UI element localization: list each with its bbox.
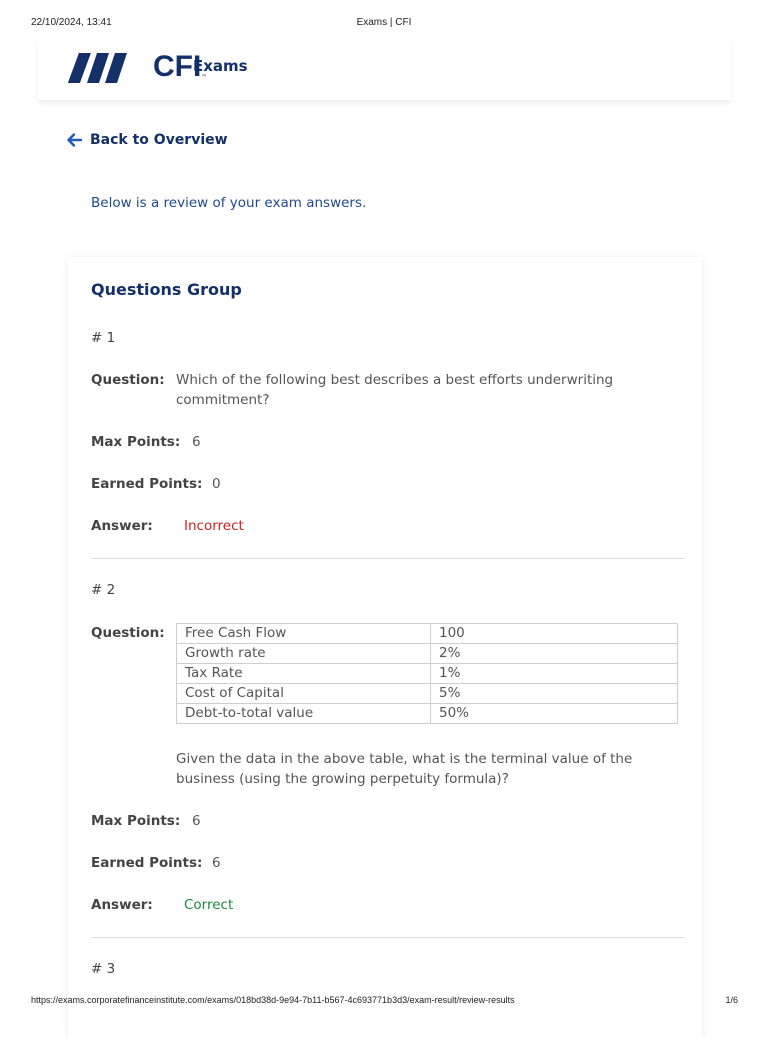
table-cell-value: 100 xyxy=(431,624,678,644)
max-points-label: Max Points: xyxy=(91,813,181,829)
question-row xyxy=(91,372,165,388)
table-cell-value: 2% xyxy=(431,644,678,664)
table-cell-label: Cost of Capital xyxy=(177,684,431,704)
question-label: Question: xyxy=(91,625,165,641)
print-footer xyxy=(0,995,768,1009)
page-title: Exams xyxy=(193,57,248,75)
answer-label: Answer: xyxy=(91,897,153,913)
questions-group-card xyxy=(68,257,702,1037)
table-cell-value: 5% xyxy=(431,684,678,704)
cfi-logo-mark-icon xyxy=(67,51,153,85)
answer-row xyxy=(91,518,244,534)
max-points-value: 6 xyxy=(192,813,201,829)
earned-points-label: Earned Points: xyxy=(91,855,203,871)
table-row xyxy=(177,704,678,724)
earned-points-row xyxy=(91,476,221,492)
question-number: # 1 xyxy=(91,330,116,346)
print-page-number: 1/6 xyxy=(725,995,738,1005)
cfi-logo[interactable] xyxy=(67,50,207,85)
question-label: Question: xyxy=(91,372,165,388)
back-link-label: Back to Overview xyxy=(90,132,228,148)
table-row xyxy=(177,684,678,704)
question-data-table xyxy=(176,623,678,724)
divider xyxy=(91,558,685,559)
table-cell-label: Debt-to-total value xyxy=(177,704,431,724)
question-text: Given the data in the above table, what is the terminal value of the business (using the growing perpetuity formula)? xyxy=(176,751,633,787)
questions-group-title: Questions Group xyxy=(91,280,242,299)
max-points-row xyxy=(91,813,201,829)
answer-row xyxy=(91,897,234,913)
max-points-row xyxy=(91,434,201,450)
earned-points-label: Earned Points: xyxy=(91,476,203,492)
question-text: Which of the following best describes a best efforts underwriting commitment? xyxy=(176,372,614,408)
logo-trademark: ™ xyxy=(201,74,207,81)
table-row xyxy=(177,664,678,684)
table-row xyxy=(177,644,678,664)
table-cell-label: Free Cash Flow xyxy=(177,624,431,644)
earned-points-row xyxy=(91,855,221,871)
earned-points-value: 0 xyxy=(212,476,221,492)
table-cell-label: Tax Rate xyxy=(177,664,431,684)
earned-points-value: 6 xyxy=(212,855,221,871)
back-to-overview-link[interactable] xyxy=(66,130,228,150)
max-points-label: Max Points: xyxy=(91,434,181,450)
question-row xyxy=(91,625,165,641)
table-row xyxy=(177,624,678,644)
divider xyxy=(91,937,685,938)
site-header xyxy=(38,38,731,101)
question-number: # 2 xyxy=(91,582,116,598)
arrow-left-icon xyxy=(66,132,83,148)
answer-status-correct: Correct xyxy=(184,897,234,913)
answer-status-incorrect: Incorrect xyxy=(184,518,244,534)
table-cell-label: Growth rate xyxy=(177,644,431,664)
table-cell-value: 1% xyxy=(431,664,678,684)
table-cell-value: 50% xyxy=(431,704,678,724)
max-points-value: 6 xyxy=(192,434,201,450)
intro-text: Below is a review of your exam answers. xyxy=(91,195,367,211)
print-header xyxy=(0,17,768,31)
print-url: https://exams.corporatefinanceinstitute.com/exams/018bd38d-9e94-7b11-b567-4c693771b3d3/exam-result/review-results xyxy=(31,995,515,1005)
print-datetime: 22/10/2024, 13:41 xyxy=(31,17,112,28)
answer-label: Answer: xyxy=(91,518,153,534)
print-page-title: Exams | CFI xyxy=(356,17,412,28)
question-number: # 3 xyxy=(91,961,116,977)
logo-text: CFI xyxy=(153,50,202,83)
